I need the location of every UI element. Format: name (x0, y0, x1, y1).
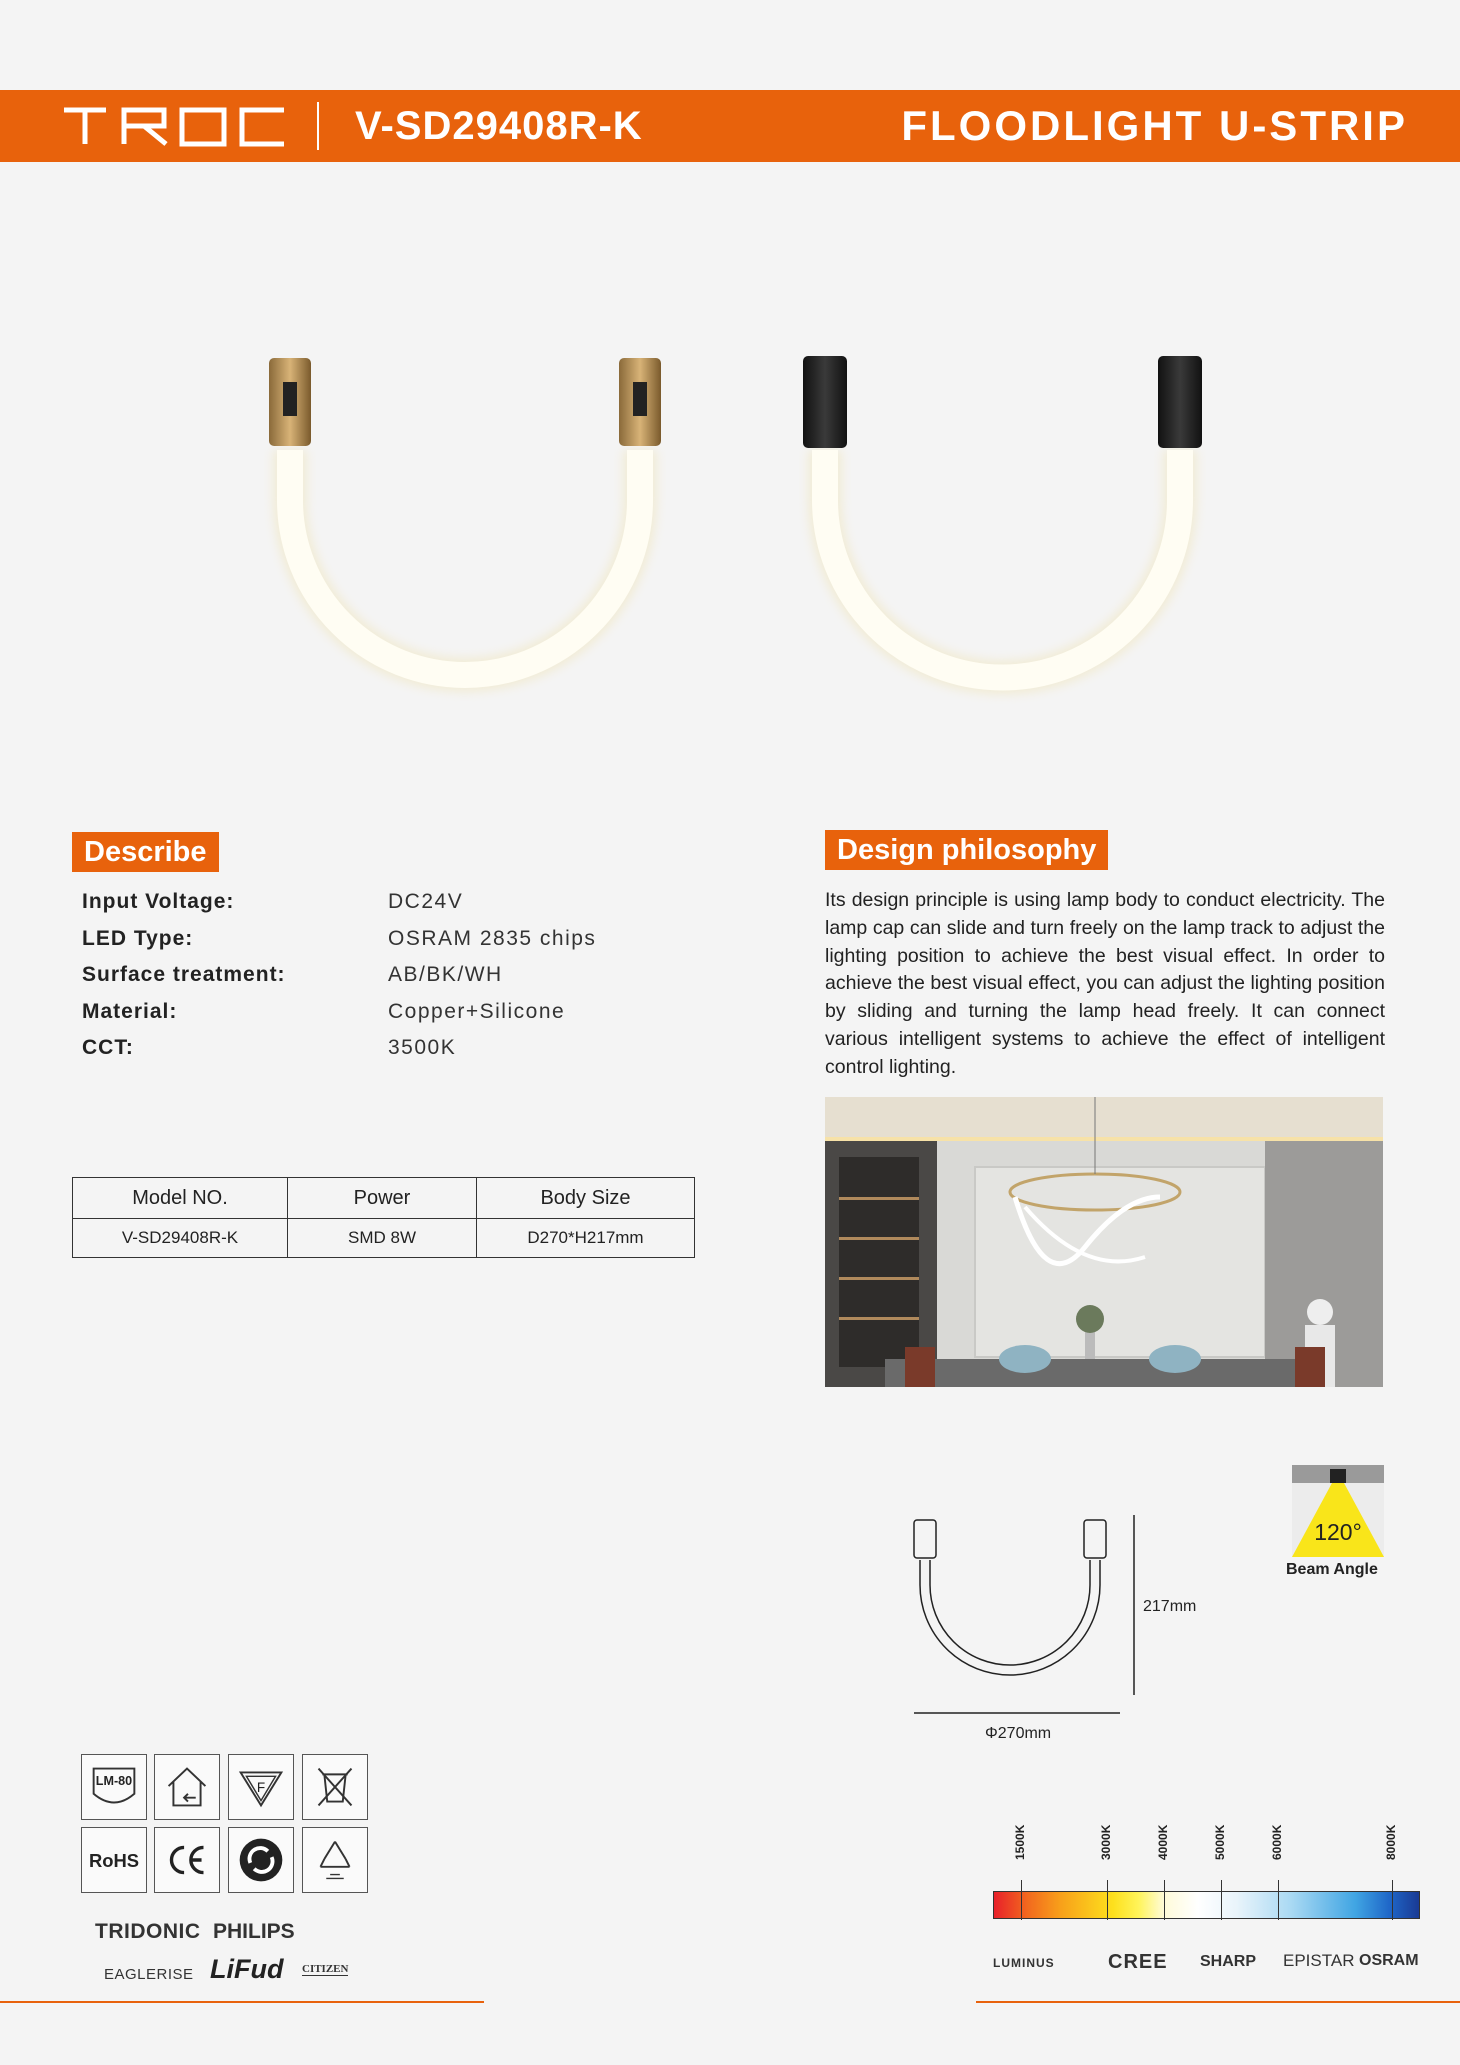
troc-logo (62, 104, 292, 148)
spec-value: Copper+Silicone (388, 999, 566, 1023)
spec-value: DC24V (388, 890, 464, 913)
brand-tridonic: TRIDONIC (95, 1920, 201, 1943)
brand-sharp: SHARP (1200, 1953, 1257, 1970)
product-title: FLOODLIGHT U-STRIP (901, 102, 1408, 149)
design-heading: Design philosophy (825, 830, 1108, 870)
brand-luminus: LUMINUS (993, 1956, 1055, 1970)
cct-tick-label: 4000K (1155, 1824, 1170, 1860)
cct-tick (1021, 1880, 1022, 1920)
rohs-text: RoHS (88, 1849, 140, 1871)
weee-bin-icon (302, 1754, 368, 1820)
green-dot-icon (228, 1827, 294, 1893)
spec-label: LED Type: (82, 926, 194, 950)
spec-row (82, 1000, 642, 1037)
table-cell: D270*H217mm (477, 1219, 695, 1258)
table-cell: V-SD29408R-K (73, 1219, 288, 1258)
dimension-drawing (900, 1505, 1180, 1745)
model-code: V-SD29408R-K (355, 104, 643, 148)
spec-value: OSRAM 2835 chips (388, 926, 597, 950)
brand-lifud: LiFud (210, 1954, 284, 1984)
lm80-text: LM-80 (95, 1774, 133, 1789)
spec-row (82, 927, 642, 964)
brand-epistar: EPISTAR (1283, 1951, 1355, 1970)
spec-list (82, 890, 642, 1073)
table-header: Model NO. (73, 1178, 288, 1219)
spec-label: CCT: (82, 1036, 134, 1059)
cct-tick-label: 8000K (1383, 1824, 1398, 1860)
table-header: Power (288, 1178, 477, 1219)
beam-angle-value: 120° (1314, 1519, 1362, 1545)
brand-philips: PHILIPS (213, 1920, 295, 1943)
cct-tick (1278, 1880, 1279, 1920)
cct-tick-label: 5000K (1212, 1824, 1227, 1860)
cct-tick (1164, 1880, 1165, 1920)
black-lamp (803, 356, 1202, 678)
spec-label: Input Voltage: (82, 890, 235, 913)
describe-heading: Describe (72, 832, 219, 872)
f-mark-text: F (256, 1779, 266, 1795)
spec-value: 3500K (388, 1036, 457, 1059)
spec-label: Surface treatment: (82, 963, 286, 986)
brand-cree: CREE (1108, 1951, 1168, 1973)
indoor-use-icon (154, 1754, 220, 1820)
beam-angle-label: Beam Angle (1286, 1561, 1378, 1578)
model-table (72, 1177, 695, 1258)
cct-tick-label: 6000K (1269, 1824, 1284, 1860)
spec-row (82, 890, 642, 927)
design-text: Its design principle is using lamp body to conduct electricity. The lamp cap can slide and turn freely on the lamp track to adjust the lighting position to achieve the best visual effect. In order to achieve the best visual effect, you can adjust the lighting position by sliding and turning the lamp head freely. It can connect various intelligent systems to achieve the effect of intelligent control lighting. (825, 889, 1385, 1078)
cct-color-bar (993, 1891, 1420, 1919)
dimension-diameter: Φ270mm (985, 1725, 1052, 1742)
spec-row (82, 1036, 642, 1073)
header-bar (0, 90, 1460, 162)
ce-mark-icon (154, 1827, 220, 1893)
interior-photo (825, 1097, 1383, 1387)
table-cell: SMD 8W (288, 1219, 477, 1258)
spec-value: AB/BK/WH (388, 963, 503, 986)
spec-label: Material: (82, 999, 178, 1023)
product-photo (240, 340, 1220, 710)
cct-tick-label: 1500K (1013, 1824, 1028, 1860)
recycle-icon (302, 1827, 368, 1893)
brand-osram: OSRAM (1359, 1952, 1419, 1969)
table-header: Body Size (477, 1178, 695, 1219)
brand-eaglerise: EAGLERISE (104, 1966, 194, 1983)
footer-line-left (0, 2001, 484, 2003)
brass-lamp (269, 358, 661, 675)
dimension-height: 217mm (1143, 1598, 1197, 1615)
cct-tick-label: 3000K (1098, 1824, 1113, 1860)
cct-tick (1392, 1880, 1393, 1920)
spec-row (82, 963, 642, 1000)
cct-tick (1107, 1880, 1108, 1920)
footer-line-right (976, 2001, 1460, 2003)
brand-citizen: CITIZEN (302, 1963, 349, 1975)
lm80-icon (81, 1754, 147, 1820)
f-mark-icon (228, 1754, 294, 1820)
table-row (73, 1219, 695, 1258)
rohs-icon (81, 1827, 147, 1893)
cct-tick (1221, 1880, 1222, 1920)
table-header-row (73, 1178, 695, 1219)
logo-divider (317, 102, 319, 150)
